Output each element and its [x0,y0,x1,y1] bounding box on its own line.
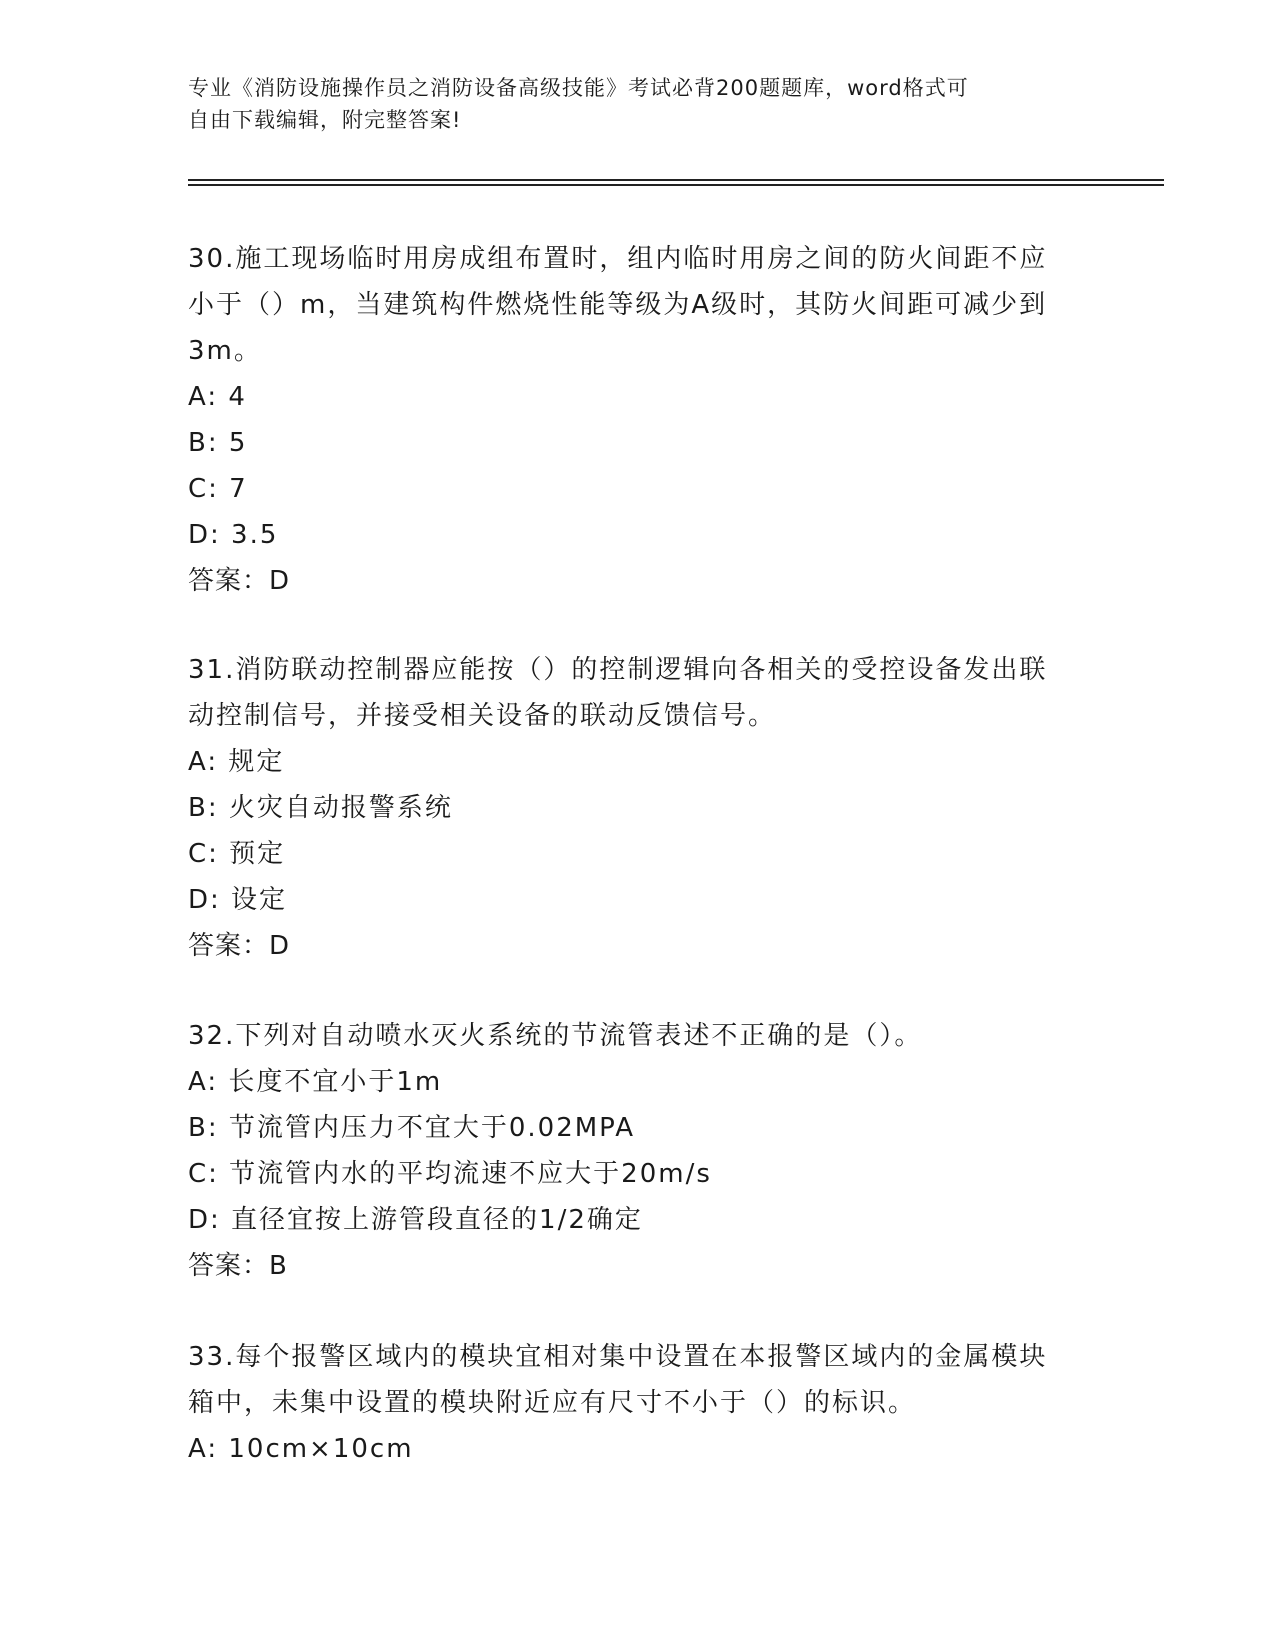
question-stem-line: 小于（）m，当建筑构件燃烧性能等级为A级时，其防火间距可减少到 [188,290,1048,320]
option-a: A: 4 [188,382,247,412]
question-stem-line: 3m。 [188,336,262,366]
option-a: A: 10cm×10cm [188,1434,414,1464]
question-stem-line: 箱中，未集中设置的模块附近应有尺寸不小于（）的标识。 [188,1388,917,1418]
header-line-2: 自由下载编辑，附完整答案! [188,108,462,132]
question-stem-line: 33.每个报警区域内的模块宜相对集中设置在本报警区域内的金属模块 [188,1342,1048,1372]
option-c: C: 预定 [188,839,286,869]
option-b: B: 火灾自动报警系统 [188,793,453,823]
option-c: C: 节流管内水的平均流速不应大于20m/s [188,1159,712,1189]
header-line-1: 专业《消防设施操作员之消防设备高级技能》考试必背200题题库，word格式可 [188,76,969,100]
question-stem-line: 31.消防联动控制器应能按（）的控制逻辑向各相关的受控设备发出联 [188,655,1048,685]
header-divider-bottom [188,184,1164,186]
option-a: A: 规定 [188,747,285,777]
option-d: D: 设定 [188,885,288,915]
answer: 答案：D [188,931,291,961]
option-a: A: 长度不宜小于1m [188,1067,443,1097]
option-c: C: 7 [188,474,248,504]
option-d: D: 直径宜按上游管段直径的1/2确定 [188,1205,643,1235]
question-stem-line: 30.施工现场临时用房成组布置时，组内临时用房之间的防火间距不应 [188,244,1048,274]
answer: 答案：D [188,566,291,596]
header-divider-top [188,179,1164,181]
question-stem-line: 动控制信号，并接受相关设备的联动反馈信号。 [188,701,777,731]
question-30 [188,236,1088,604]
option-b: B: 5 [188,428,248,458]
question-31 [188,647,1088,969]
answer: 答案：B [188,1251,288,1281]
question-33 [188,1334,1088,1472]
option-b: B: 节流管内压力不宜大于0.02MPA [188,1113,635,1143]
option-d: D: 3.5 [188,520,279,550]
question-32 [188,1013,1088,1289]
question-stem-line: 32.下列对自动喷水灭火系统的节流管表述不正确的是（）。 [188,1021,923,1051]
document-header [188,72,1088,136]
